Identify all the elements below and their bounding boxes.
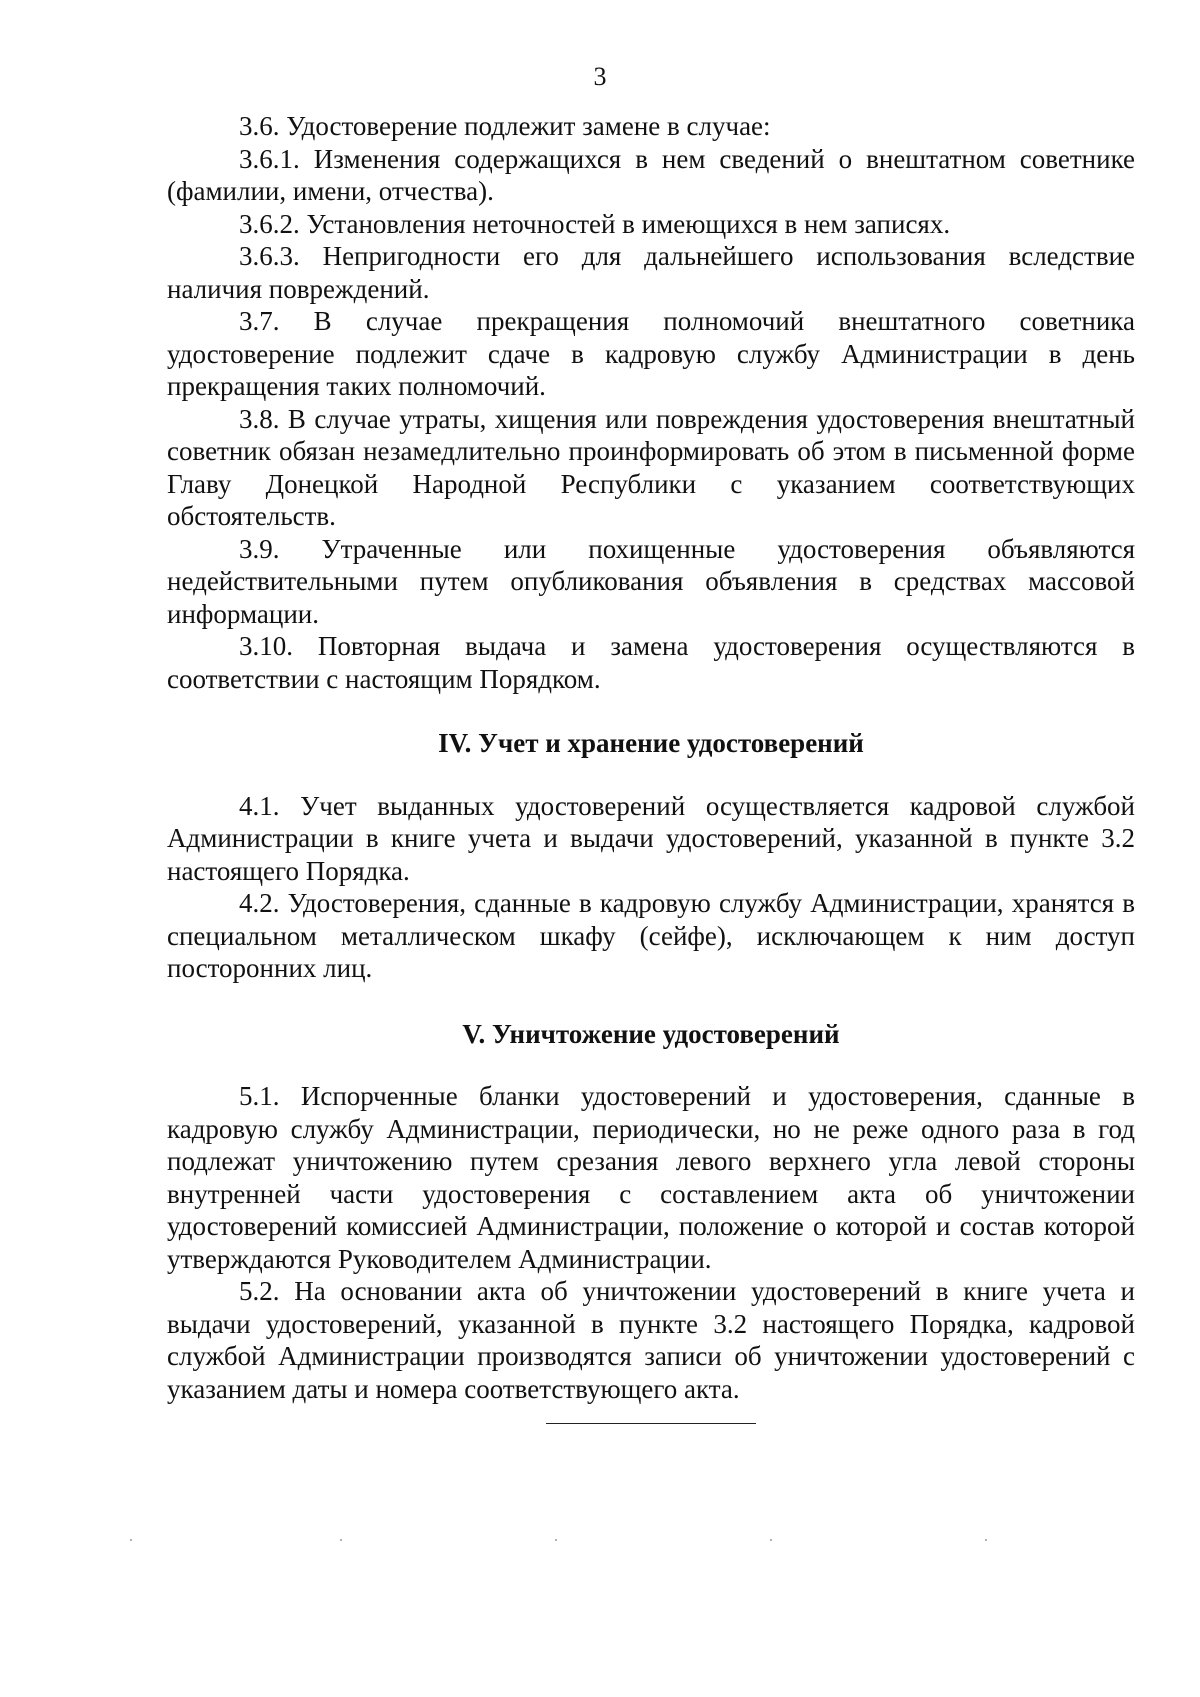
paragraph-3-9: 3.9. Утраченные или похищенные удостоверения объявляются недействительными путем опубликования объявления в средствах массовой информации. [167, 533, 1135, 629]
paragraph-3-10: 3.10. Повторная выдача и замена удостоверения осуществляются в соответствии с настоящим Порядком. [167, 631, 1135, 694]
scan-speck [555, 1539, 557, 1541]
scan-speck [130, 1539, 132, 1541]
paragraph-4-2: 4.2. Удостоверения, сданные в кадровую службу Администрации, хранятся в специальном металлическом шкафу (сейфе), исключающем к ним доступ посторонних лиц. [167, 888, 1135, 983]
paragraph-3-6-3: 3.6.3. Непригодности его для дальнейшего использования вследствие наличия повреждений. [167, 241, 1135, 304]
scan-speck [770, 1539, 772, 1541]
paragraph-5-1: 5.1. Испорченные бланки удостоверений и удостоверения, сданные в кадровую службу Администрации, периодически, но не реже одного раза в год подлежат уничтожению путем срезания левого верхнего угла левой стороны внутренней части удостоверения с составлением акта об уничтожении удостоверений комиссией Администрации, положение о которой и состав которой утверждаются Руководителем Администрации. [167, 1081, 1135, 1274]
paragraph-4-1: 4.1. Учет выданных удостоверений осуществляется кадровой службой Администрации в книге учета и выдачи удостоверений, указанной в пункте 3.2 настоящего Порядка. [167, 790, 1135, 886]
paragraph-5-2: 5.2. На основании акта об уничтожении удостоверений в книге учета и выдачи удостоверений, указанной в пункте 3.2 настоящего Порядка, кадровой службой Администрации производятся записи об уничтожении удостоверений с указанием даты и номера соответствующего акта. [167, 1276, 1135, 1404]
scan-speck [340, 1539, 342, 1541]
document-body [167, 110, 1135, 1405]
section-5-heading: V. Уничтожение удостоверений [462, 1018, 840, 1049]
page-number: 3 [593, 62, 607, 91]
paragraph-3-7: 3.7. В случае прекращения полномочий внештатного советника удостоверение подлежит сдаче в кадровую службу Администрации в день прекращения таких полномочий. [167, 306, 1135, 401]
paragraph-3-6-1: 3.6.1. Изменения содержащихся в нем сведений о внештатном советнике (фамилии, имени, отчества). [167, 143, 1135, 206]
paragraph-3-6-2: 3.6.2. Установления неточностей в имеющихся в нем записях. [239, 208, 951, 239]
scan-speck [985, 1539, 987, 1541]
paragraph-3-8: 3.8. В случае утраты, хищения или повреждения удостоверения внештатный советник обязан незамедлительно проинформировать об этом в письменной форме Главу Донецкой Народной Республики с указанием соответствующих обстоятельств. [167, 403, 1135, 531]
paragraph-3-6: 3.6. Удостоверение подлежит замене в случае: [239, 111, 771, 141]
end-of-document-line [546, 1423, 756, 1424]
section-4-heading: IV. Учет и хранение удостоверений [438, 728, 864, 758]
